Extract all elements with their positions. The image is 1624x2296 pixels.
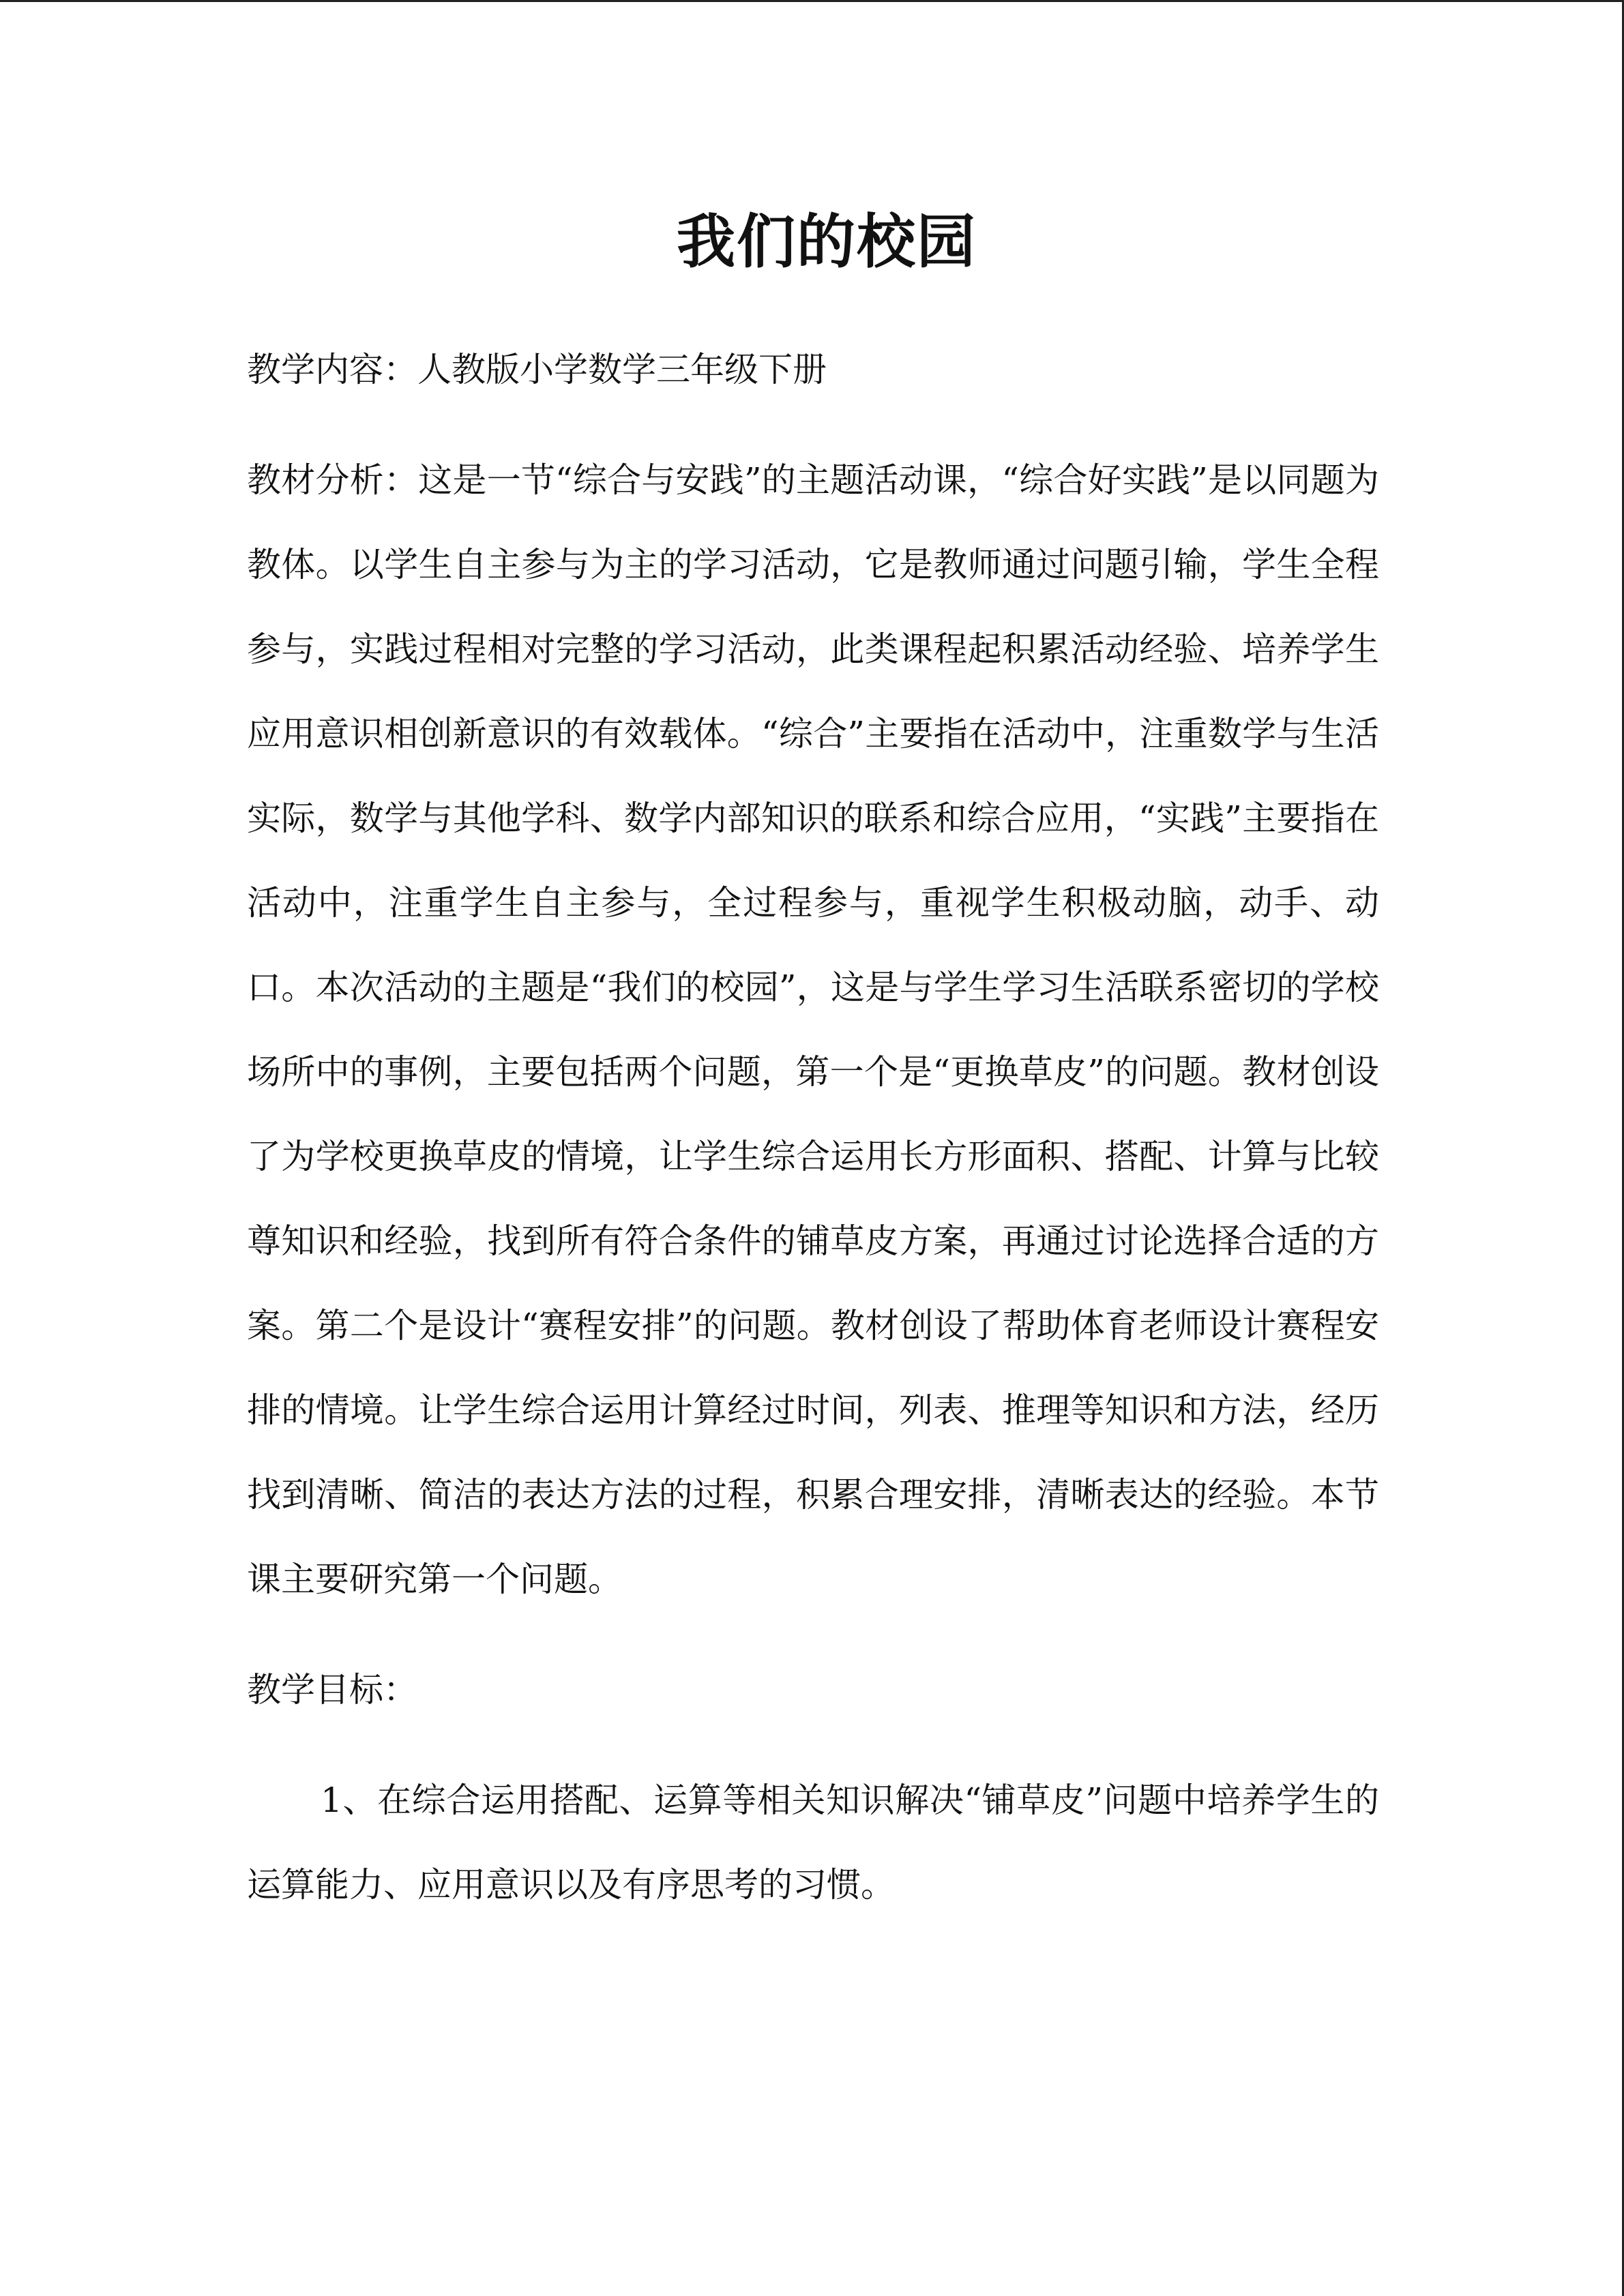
objective-item: 1、在综合运用搭配、运算等相关知识解决“铺草皮”问题中培养学生的运算能力、应用意识以及有序思考的习惯。	[247, 1780, 1379, 1905]
page-top-border	[0, 0, 1624, 2]
objectives-list	[247, 1758, 1379, 1927]
objectives-heading: 教学目标：	[247, 1670, 417, 1710]
document-title: 我们的校园	[677, 207, 977, 276]
document-page	[247, 198, 1379, 1927]
teaching-content-line: 教学内容：人教版小学数学三年级下册	[247, 350, 827, 389]
textbook-analysis-paragraph: 教材分析：这是一节“综合与安践”的主题活动课，“综合好实践”是以同题为教体。以学生自主参与为主的学习活动，它是教师通过问题引输，学生全程参与，实践过程相对完整的学习活动，此类课程起积累活动经验、培养学生应用意识相创新意识的有效载体。“综合”主要指在活动中，注重数学与生活实际，数学与其他学科、数学内部知识的联系和综合应用，“实践”主要指在活动中，注重学生自主参与，全过程参与，重视学生积极动脑，动手、动口。本次活动的主题是“我们的校园”，这是与学生学习生活联系密切的学校场所中的事例，主要包括两个问题，第一个是“更换草皮”的问题。教材创设了为学校更换草皮的情境，让学生综合运用长方形面积、搭配、计算与比较尊知识和经验，找到所有符合条件的铺草皮方案，再通过讨论选择合适的方案。第二个是设计“赛程安排”的问题。教材创设了帮助体育老师设计赛程安排的情境。让学生综合运用计算经过时间，列表、推理等知识和方法，经历找到清晰、简洁的表达方法的过程，积累合理安排，清晰表达的经验。本节课主要研究第一个问题。	[247, 460, 1379, 1599]
